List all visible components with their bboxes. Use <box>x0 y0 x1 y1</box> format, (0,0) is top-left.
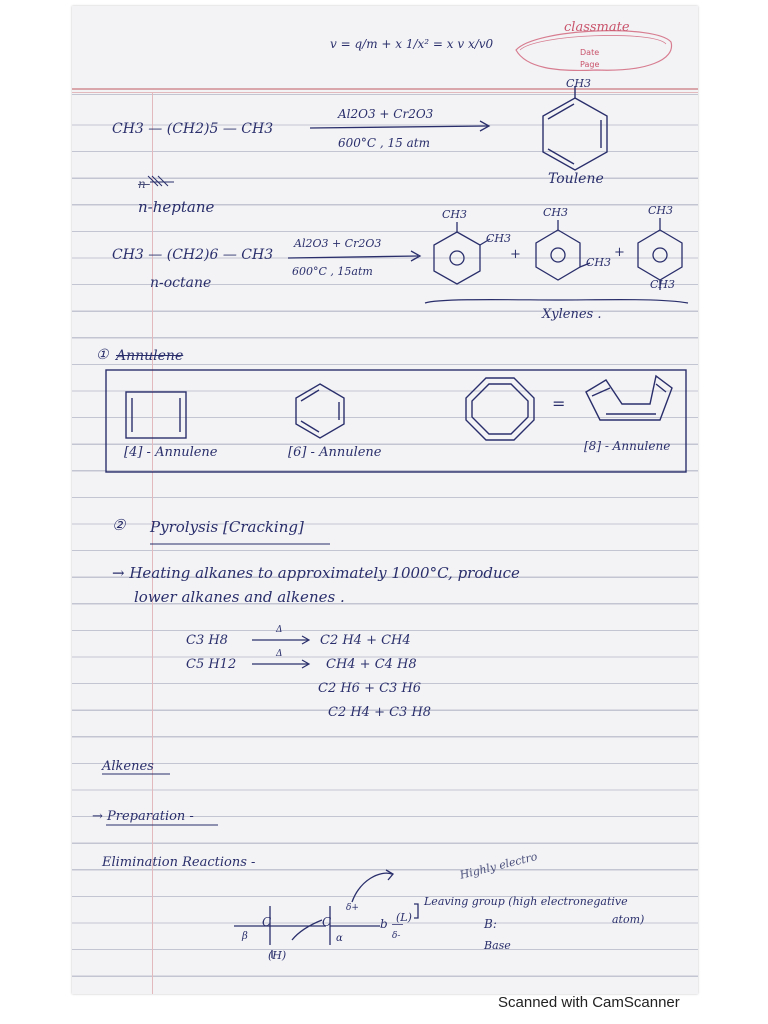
date-field-label: Date <box>580 48 600 57</box>
annulene-4-label: [4] - Annulene <box>124 445 218 460</box>
pyrolysis-number: ② <box>112 516 126 534</box>
annulene-heading-struck: Annulene <box>116 348 184 364</box>
mechanism-alpha: α <box>336 933 343 944</box>
xylene-1-ch3-side: CH3 <box>486 232 512 245</box>
leaving-group-note: atom) <box>612 913 645 926</box>
base-symbol: B: <box>484 917 497 931</box>
mechanism-carbon-1: C <box>262 915 272 929</box>
benzene-icon <box>296 384 344 438</box>
pyrolysis-r2-left: C5 H12 <box>186 657 237 672</box>
pyrolysis-line-2: lower alkanes and alkenes . <box>134 588 345 606</box>
pyrolysis-line-1: → Heating alkanes to approximately 1000°C, produce <box>112 564 520 582</box>
elimination-mechanism-icon <box>234 870 418 958</box>
preparation-label: → Preparation - <box>92 809 194 824</box>
heptane-name: n-heptane <box>138 198 215 216</box>
highly-electro-note: Highly electro <box>458 849 539 882</box>
mechanism-beta: β <box>242 931 248 942</box>
octane-formula: CH3 — (CH2)6 — CH3 <box>112 247 274 263</box>
pyrolysis-r2-delta: Δ <box>276 649 283 659</box>
xylenes-brace <box>425 300 688 303</box>
annulene-bullet: ① <box>96 347 109 363</box>
annulene-equals: = <box>552 394 566 413</box>
reaction-arrow-2 <box>288 256 418 258</box>
heptane-condition-temp: 600°C , 15 atm <box>338 136 430 150</box>
octane-name: n-octane <box>150 275 212 291</box>
elimination-label: Elimination Reactions - <box>102 855 256 870</box>
octane-condition-catalyst: Al2O3 + Cr2O3 <box>294 237 382 250</box>
xylene-3-ch3-top: CH3 <box>648 204 674 217</box>
octane-condition-temp: 600°C , 15atm <box>292 265 373 278</box>
struck-note: n- <box>138 177 150 191</box>
mechanism-l-label: (L) <box>396 911 412 924</box>
annulene-6-label: [6] - Annulene <box>288 445 382 460</box>
toluene-substituent: CH3 <box>566 77 592 90</box>
plus-sign-1: + <box>510 247 521 262</box>
page-field-label: Page <box>580 60 600 69</box>
mechanism-delta-plus: δ+ <box>346 903 359 913</box>
xylene-ring-1-icon <box>434 222 490 284</box>
pyrolysis-r1-left: C3 H8 <box>186 633 228 648</box>
cyclobutadiene-icon <box>126 392 186 438</box>
pyrolysis-r1-right: C2 H4 + CH4 <box>320 633 411 648</box>
xylene-1-ch3-top: CH3 <box>442 208 468 221</box>
mechanism-delta-minus: δ- <box>392 931 401 941</box>
plus-sign-2: + <box>614 245 625 260</box>
mechanism-bond-b: b — <box>380 917 404 931</box>
annulene-8-label: [8] - Annulene <box>584 439 671 453</box>
xylene-3-ch3-bottom: CH3 <box>650 278 676 291</box>
mechanism-h-label: (H) <box>268 949 287 962</box>
brand-name: classmate <box>564 20 630 35</box>
pyrolysis-r1-delta: Δ <box>276 625 283 635</box>
struck-scribble <box>148 176 174 186</box>
toluene-ring-icon <box>543 86 607 170</box>
alkenes-heading: Alkenes <box>102 759 154 774</box>
pyrolysis-r3-right: C2 H6 + C3 H6 <box>318 681 422 696</box>
base-label: Base <box>484 939 511 952</box>
heptane-formula: CH3 — (CH2)5 — CH3 <box>112 121 274 137</box>
mechanism-carbon-2: C <box>322 915 332 929</box>
reaction-arrow-1 <box>310 126 488 128</box>
cyclooctatetraene-icon <box>466 378 534 440</box>
xylene-ring-2-icon <box>536 220 590 280</box>
xylene-2-ch3-top: CH3 <box>543 206 569 219</box>
leaving-group-label: Leaving group (high electronegative <box>424 895 628 908</box>
pyrolysis-r2-right: CH4 + C4 H8 <box>326 657 417 672</box>
scanner-watermark: Scanned with CamScanner <box>498 994 680 1011</box>
pyrolysis-r4-right: C2 H4 + C3 H8 <box>328 705 432 720</box>
tub-cot-icon <box>586 376 672 420</box>
xylene-2-ch3-side: CH3 <box>586 256 612 269</box>
heptane-condition-catalyst: Al2O3 + Cr2O3 <box>338 107 434 121</box>
toluene-name: Toulene <box>548 171 604 187</box>
pyrolysis-heading: Pyrolysis [Cracking] <box>150 518 304 536</box>
xylenes-label: Xylenes . <box>542 307 602 322</box>
formula-scribble: v = q/m + x 1/x² = x v x/v0 <box>330 37 494 51</box>
